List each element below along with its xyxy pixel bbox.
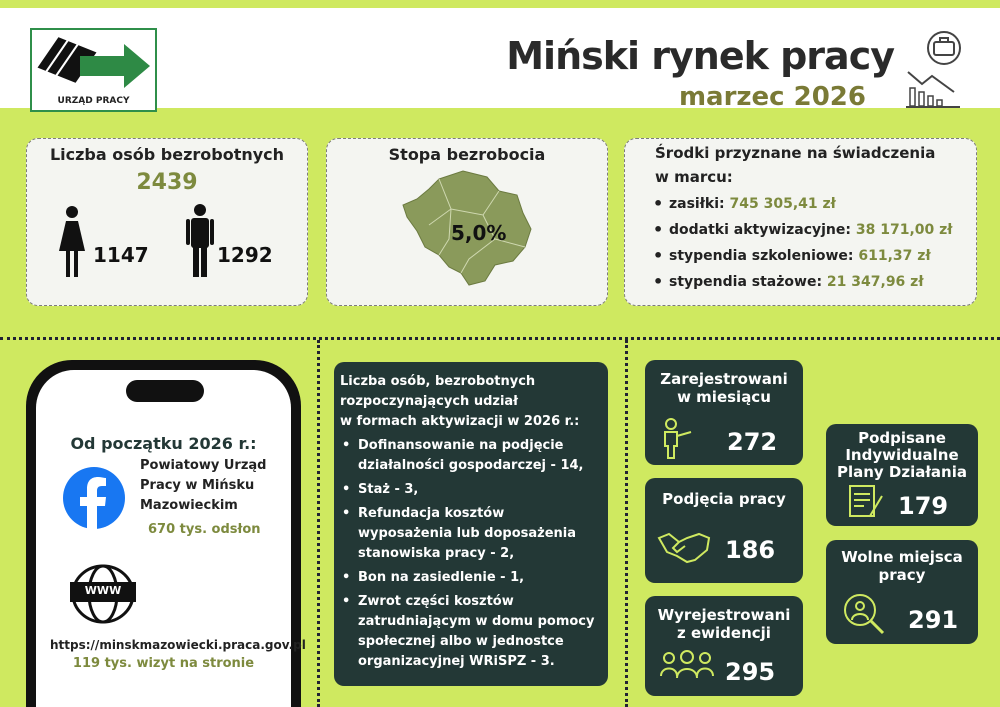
ipd-label-line3: Plany Działania: [836, 463, 967, 481]
person-register-icon: [661, 418, 695, 460]
activation-intro-line2: rozpoczynających udział: [340, 394, 518, 409]
www-label: WWW: [84, 584, 122, 597]
vacancies-label-line1: Wolne miejsca: [841, 548, 963, 566]
briefcase-chart-icon: [904, 30, 968, 110]
website-visits: 119 tys. wizyt na stronie: [72, 656, 255, 671]
funds-item: • stypendia szkoleniowe: 611,37 zł: [653, 243, 976, 269]
phone-mockup: [26, 360, 306, 707]
vertical-divider-2: [625, 340, 628, 707]
fb-line3: Mazowieckim: [140, 498, 238, 513]
activation-item: • Bon na zasiedlenie - 1,: [340, 568, 608, 588]
registered-label-line2: w miesiącu: [677, 388, 771, 406]
woman-icon: [57, 205, 87, 279]
ipd-value: 179: [898, 492, 949, 520]
unemployed-label: Liczba osób bezrobotnych: [49, 145, 285, 164]
funds-item: • dodatki aktywizacyjne: 38 171,00 zł: [653, 217, 976, 243]
jobs-box: [645, 478, 803, 583]
page-subtitle: marzec 2026: [678, 82, 866, 112]
activation-item: • Zwrot części kosztów zatrudniającym w domu pomocy społecznej albo w jednostce organizacyjnej WRiSPZ - 3.: [340, 592, 608, 672]
vacancies-box: [826, 540, 978, 644]
vacancies-value: 291: [908, 606, 959, 634]
fb-views: 670 tys. odsłon: [148, 522, 261, 537]
deregistered-label-line1: Wyrejestrowani: [657, 606, 791, 624]
page-title: Miński rynek pracy: [506, 34, 894, 78]
funds-card: [624, 138, 977, 306]
fb-line2: Pracy w Mińsku: [140, 478, 255, 493]
since-label: Od początku 2026 r.:: [70, 434, 257, 453]
header: [0, 8, 1000, 112]
fb-line1: Powiatowy Urząd: [140, 458, 267, 473]
rate-value: 5,0%: [451, 221, 507, 245]
website-url[interactable]: https://minskmazowiecki.praca.gov.pl: [50, 638, 306, 652]
registered-label-line1: Zarejestrowani: [660, 370, 788, 388]
group-people-icon: [659, 650, 715, 680]
search-person-icon: [842, 592, 886, 636]
unemployment-rate-card: [326, 138, 608, 306]
activation-item: • Dofinansowanie na podjęcie działalności gospodarczej - 14,: [340, 436, 608, 476]
logo-text: URZĄD PRACY: [57, 96, 130, 106]
ipd-label-line2: Indywidualne: [845, 446, 959, 464]
ipd-box: [826, 424, 978, 526]
signed-document-icon: [848, 482, 884, 520]
ipd-label-line1: Podpisane: [858, 429, 946, 447]
urzad-pracy-logo: [30, 28, 157, 112]
activation-intro-line1: Liczba osób, bezrobotnych: [340, 374, 536, 389]
jobs-label: Podjęcia pracy: [662, 490, 786, 508]
activation-item: • Refundacja kosztów wyposażenia lub doposażenia stanowiska pracy - 2,: [340, 504, 608, 564]
activation-item: • Staż - 3,: [340, 480, 608, 500]
handshake-icon: [657, 530, 711, 566]
phone-notch: [126, 380, 204, 402]
jobs-value: 186: [725, 536, 776, 564]
logo-cards-arrow-icon: [32, 30, 155, 94]
facebook-icon[interactable]: [62, 466, 126, 530]
deregistered-box: [645, 596, 803, 696]
vacancies-label-line2: pracy: [878, 566, 926, 584]
horizontal-divider: [0, 337, 1000, 340]
activation-box: [334, 362, 608, 686]
funds-item: • zasiłki: 745 305,41 zł: [653, 191, 976, 217]
top-strip: [0, 0, 1000, 8]
unemployed-card: [26, 138, 308, 306]
registered-box: [645, 360, 803, 465]
unemployed-total: 2439: [136, 170, 198, 195]
deregistered-value: 295: [725, 658, 776, 686]
men-count: 1292: [217, 243, 273, 267]
funds-list: [625, 191, 976, 295]
registered-value: 272: [727, 428, 778, 456]
deregistered-label-line2: z ewidencji: [677, 624, 771, 642]
women-count: 1147: [93, 243, 149, 267]
man-icon: [185, 203, 215, 279]
funds-item: • stypendia stażowe: 21 347,96 zł: [653, 269, 976, 295]
funds-label-line2: w marcu:: [655, 168, 733, 186]
funds-label-line1: Środki przyznane na świadczenia: [655, 144, 936, 162]
phone-screen: [36, 370, 306, 707]
rate-label: Stopa bezrobocia: [388, 145, 546, 164]
activation-intro-line3: w formach aktywizacji w 2026 r.:: [340, 414, 580, 429]
vertical-divider-1: [317, 340, 320, 707]
activation-list: [340, 436, 608, 672]
